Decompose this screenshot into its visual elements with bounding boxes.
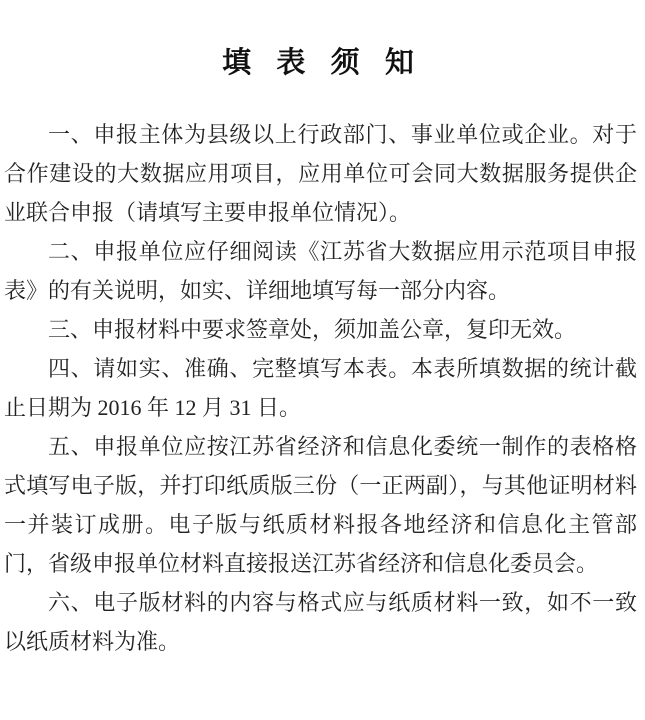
document-title: 填 表 须 知 [222,47,423,79]
notice-body [0,115,645,661]
notice-paragraph-2: 二、申报单位应仔细阅读《江苏省大数据应用示范项目申报表》的有关说明，如实、详细地填写每一部分内容。 [4,239,637,303]
notice-paragraph-1: 一、申报主体为县级以上行政部门、事业单位或企业。对于合作建设的大数据应用项目，应用单位可会同大数据服务提供企业联合申报（请填写主要申报单位情况）。 [4,122,637,225]
notice-paragraph-4: 四、请如实、准确、完整填写本表。本表所填数据的统计截止日期为 2016 年 12 月 31 日。 [4,356,637,420]
notice-paragraph-5: 五、申报单位应按江苏省经济和信息化委统一制作的表格格式填写电子版，并打印纸质版三份（一正两副），与其他证明材料一并装订成册。电子版与纸质材料报各地经济和信息化主管部门，省级申报单位材料直接报送江苏省经济和信息化委员会。 [4,434,637,576]
notice-paragraph-3: 三、申报材料中要求签章处，须加盖公章，复印无效。 [48,317,577,342]
notice-paragraph-6: 六、电子版材料的内容与格式应与纸质材料一致，如不一致以纸质材料为准。 [4,590,637,654]
